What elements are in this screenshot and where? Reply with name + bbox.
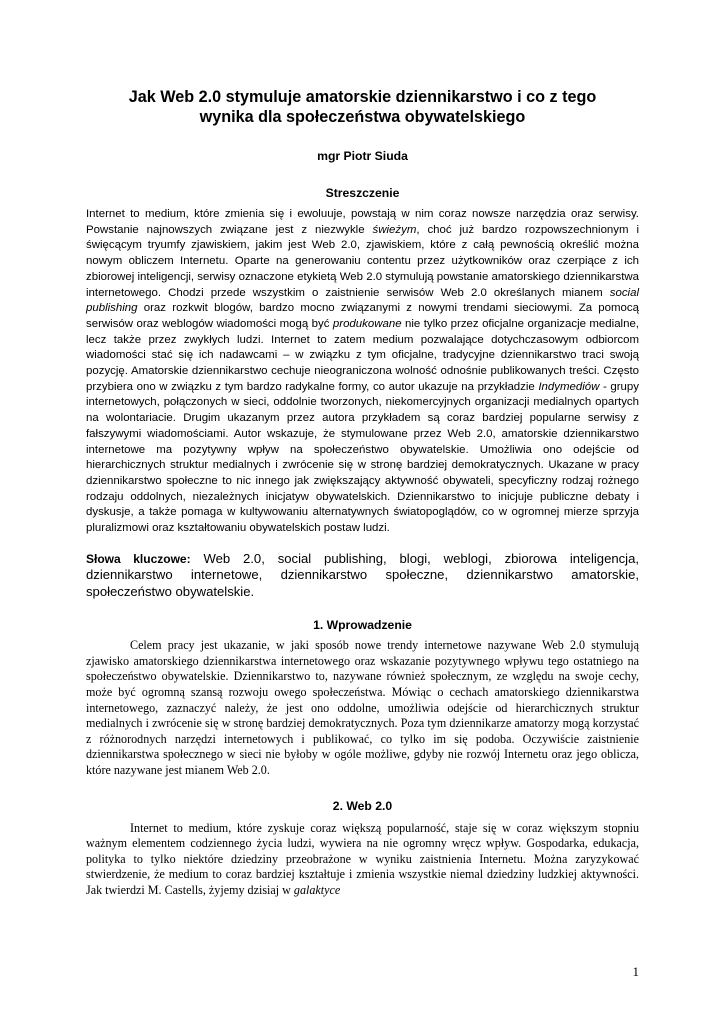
section-web20-emphasis: galaktyce	[293, 882, 341, 897]
abstract-heading: Streszczenie	[325, 186, 400, 200]
abstract-emphasis: Indymediów	[538, 380, 600, 393]
abstract-emphasis: świeżym	[372, 223, 417, 236]
abstract-emphasis: produkowane	[332, 317, 402, 330]
section-heading-introduction: 1. Wprowadzenie	[313, 618, 412, 633]
page-number: 1	[632, 964, 639, 979]
author-name: mgr Piotr Siuda	[317, 149, 408, 163]
abstract-segment: oraz rozkwit blogów, bardzo mocno związanymi z nowymi trendami sieciowymi. Za pomocą serwisów oraz weblogów wiadomości mogą być	[86, 302, 639, 330]
section-introduction-text: Celem pracy jest ukazanie, w jaki sposób nowe trendy internetowe nazywane Web 2.0 stymulują zjawisko amatorskiego dziennikarstwa internetowego oraz wskazanie pozytywnego wpływu tego ostatniego na społeczeństwo obywatelskie. Dziennikarstwo to, nazywane również społecznym, ze względu na swoje cechy, może być ogromną szansą rozwoju owego społeczeństwa. Mówiąc o cechach amatorskiego dziennikarstwa internetowego, zaznaczyć należy, że jest ono oddolne, umożliwia odejście od hierarchicznych struktur medialnych i zwrócenie się w stronę bardziej demokratycznych. Poza tym dziennikarze amatorzy mogą korzystać z różnorodnych narzędzi internetowych i publikować, co tylko im się podoba. Oczywiście zaistnienie dziennikarstwa społecznego w sieci nie byłoby w ogóle możliwe, gdyby nie rozwój Internetu oraz jego oblicza, które nazywane jest mianem Web 2.0.	[86, 638, 639, 778]
abstract-text	[86, 207, 639, 537]
paper-title	[86, 0, 639, 127]
abstract-segment: nie tylko przez oficjalne organizacje medialne, lecz także przez zwykłych ludzi. Internet to zatem medium pozwalające dotychczasowym odbiorcom wiadomości stać się ich nadawcami – w związku z tym oficjalne, tradycyjne dziennikarstwo traci swoją pozycję. Amatorskie dziennikarstwo cechuje nieograniczona wolność odnośnie publikowanych treści. Często przybiera ono w związku z tym bardzo radykalne formy, co autor ukazuje na przykładzie	[86, 317, 639, 393]
abstract-segment: Internet to medium, które zmienia się i ewoluuje, powstają w nim coraz nowsze narzędzia oraz serwisy. Powstanie najnowszych związane jest z niezwykle	[86, 208, 639, 236]
keywords	[86, 551, 639, 601]
section-web20-text	[86, 821, 639, 899]
keywords-list: Web 2.0, social publishing, blogi, weblogi, zbiorowa inteligencja, dziennikarstwo internetowe, dziennikarstwo społeczne, dziennikarstwo amatorskie, społeczeństwo obywatelskie.	[86, 550, 640, 599]
abstract-segment: , choć już bardzo rozpowszechnionym i święcącym tryumfy zjawiskiem, jakim jest Web 2.0, zjawiskiem, które z całą pewnością określić można nowym obliczem Internetu. Oparte na generowaniu contentu przez użytkowników oraz czerpiące z ich zbiorowej inteligencji, serwisy oznaczone etykietą Web 2.0 stymulują powstanie amatorskiego dziennikarstwa internetowego. Chodzi przede wszystkim o zaistnienie serwisów Web 2.0 określanych mianem	[86, 223, 639, 299]
abstract-segment: - grupy internetowych, połączonych w sieci, oddolnie tworzonych, niekomercyjnych organizacji medialnych opartych na wolontariacie. Drugim ukazanym przez autora przykładem są coraz bardziej popularne serwisy z fałszywymi wiadomościami. Autor wskazuje, że stymulowane przez Web 2.0, amatorskie dziennikarstwo internetowe ma pozytywny wpływ na społeczeństwo obywatelskie. Umożliwia ono odejście od hierarchicznych struktur medialnych i zwrócenie się w stronę bardziej demokratycznych. Ukazane w pracy dziennikarstwo społeczne to nic innego jak zwiększający aktywność obywateli, specyficzny rodzaj rożnego rodzaju oddolnych, niezależnych inicjatyw obywatelskich. Dziennikarstwo to inicjuje publiczne debaty i dyskusje, a także pomaga w kultywowaniu alternatywnych światopoglądów, co w ogromnej mierze sprzyja pluralizmowi oraz kształtowaniu obywatelskich postaw ludzi.	[86, 380, 639, 535]
title-line-1: Jak Web 2.0 stymuluje amatorskie dziennikarstwo i co z tego	[128, 88, 597, 106]
section-web20-segment: Internet to medium, które zyskuje coraz większą popularność, staje się w coraz większym stopniu ważnym elementem codziennego życia ludzi, wywiera na nie ogromny wręcz wpływ. Gospodarka, edukacja, polityka to tylko niektóre dziedziny przeobrażone w wyniku zaistnienia Internetu. Można zaryzykować stwierdzenie, że medium to coraz bardziej kształtuje i zmienia wszystkie niemal dziedziny ludzkiej aktywności. Jak twierdzi M. Castells, żyjemy dzisiaj w	[86, 820, 639, 897]
title-line-2: wynika dla społeczeństwa obywatelskiego	[199, 108, 526, 126]
keywords-label: Słowa kluczowe:	[86, 551, 191, 566]
section-heading-web20: 2. Web 2.0	[332, 798, 393, 813]
abstract-emphasis: social publishing	[86, 286, 639, 315]
